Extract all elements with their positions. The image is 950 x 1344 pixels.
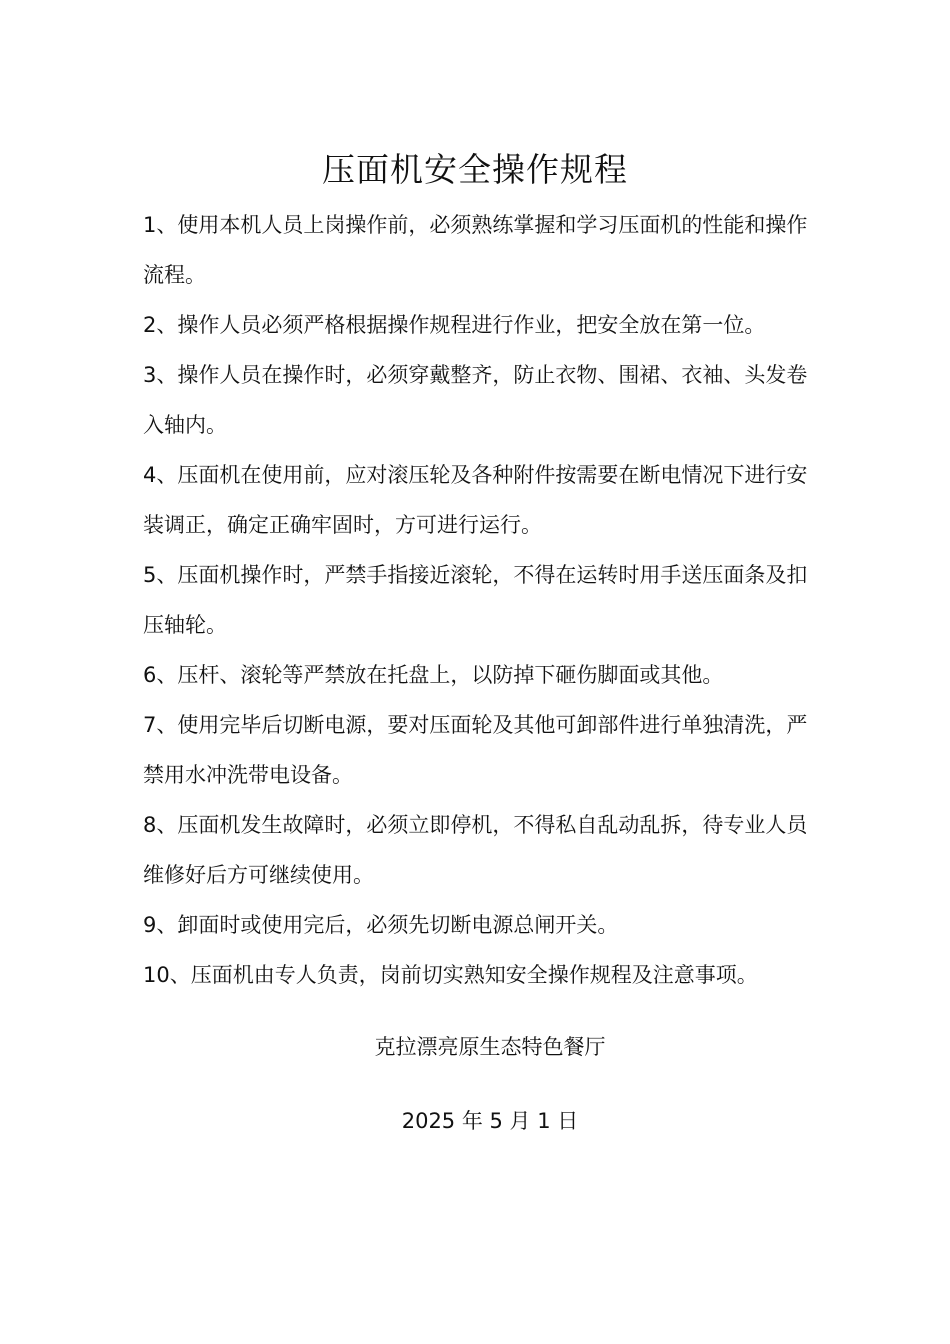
rule-item-5: 5、压面机操作时，严禁手指接近滚轮，不得在运转时用手送压面条及扣压轴轮。 (143, 563, 808, 637)
page-title: 压面机安全操作规程 (322, 150, 628, 190)
rule-item-2: 2、操作人员必须严格根据操作规程进行作业，把安全放在第一位。 (143, 313, 766, 337)
organization-name: 克拉漂亮原生态特色餐厅 (374, 1035, 606, 1059)
rule-item-7: 7、使用完毕后切断电源，要对压面轮及其他可卸部件进行单独清洗，严禁用水冲洗带电设备。 (143, 713, 808, 787)
rule-item-4: 4、压面机在使用前，应对滚压轮及各种附件按需要在断电情况下进行安装调正，确定正确牢固时，方可进行运行。 (143, 463, 808, 537)
rules-list (143, 200, 815, 1000)
rule-item-9: 9、卸面时或使用完后，必须先切断电源总闸开关。 (143, 913, 619, 937)
rule-item-1: 1、使用本机人员上岗操作前，必须熟练掌握和学习压面机的性能和操作流程。 (143, 213, 808, 287)
rule-item-10: 10、压面机由专人负责，岗前切实熟知安全操作规程及注意事项。 (143, 963, 758, 987)
rule-item-3: 3、操作人员在操作时，必须穿戴整齐，防止衣物、围裙、衣袖、头发卷入轴内。 (143, 363, 808, 437)
document-date: 2025 年 5 月 1 日 (401, 1109, 579, 1133)
rule-item-6: 6、压杆、滚轮等严禁放在托盘上，以防掉下砸伤脚面或其他。 (143, 663, 724, 687)
rule-item-8: 8、压面机发生故障时，必须立即停机，不得私自乱动乱拆，待专业人员维修好后方可继续使用。 (143, 813, 808, 887)
